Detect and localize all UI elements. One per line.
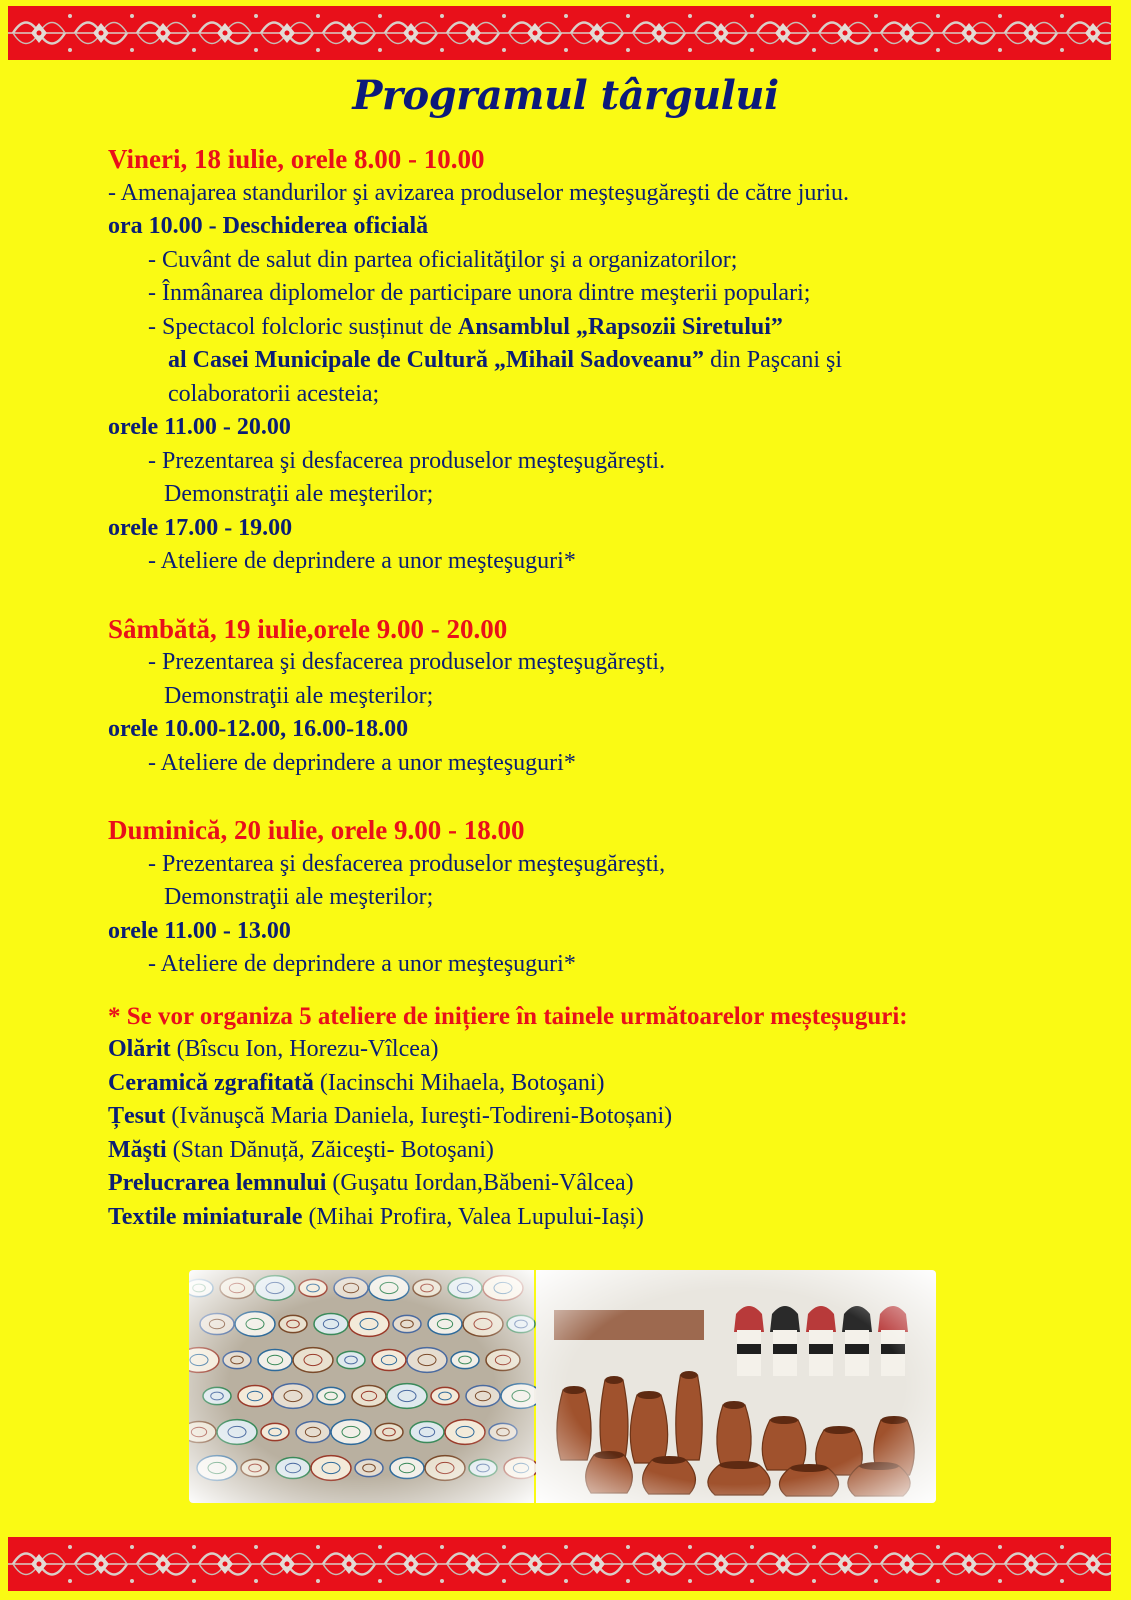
workshop-item <box>108 1167 1118 1201</box>
workshop-artisan: (Bîscu Ion, Horezu-Vîlcea) <box>170 1036 439 1062</box>
day1-slot2-item: - Prezentarea şi desfacerea produselor meşteşugăreşti. <box>148 447 666 474</box>
day2-slot-time: orele 10.00-12.00, 16.00-18.00 <box>108 716 409 742</box>
day3-slot-item: - Ateliere de deprindere a unor meşteşuguri* <box>148 951 576 977</box>
day1-item-show-line2 <box>108 344 1118 378</box>
crafts-photo-illustration <box>189 1270 936 1503</box>
day2-slot-item: - Ateliere de deprindere a unor meşteşuguri* <box>148 749 576 776</box>
day2-heading: Sâmbătă, 19 iulie,orele 9.00 - 20.00 <box>108 613 508 644</box>
day2-item: - Prezentarea şi desfacerea produselor meşteşugăreşti, <box>148 649 666 675</box>
ensemble-name: Ansamblul „Rapsozii Siretului” <box>457 313 783 340</box>
workshop-artisan: (Stan Dănuță, Zăiceşti- Botoşani) <box>166 1136 494 1163</box>
day1-item-diplomas: - Înmânarea diplomelor de participare unora dintre meşterii populari; <box>148 280 811 306</box>
workshop-item <box>108 1100 1118 1134</box>
workshop-artisan: (Iacinschi Mihaela, Botoşani) <box>313 1069 605 1096</box>
workshop-item <box>108 1201 1118 1235</box>
cultural-house-name: al Casei Municipale de Cultură „Mihail Sadoveanu” <box>168 347 705 373</box>
pottery-plates-photo <box>189 1270 541 1503</box>
program-content <box>108 143 1118 1234</box>
pottery-dolls-photo <box>536 1270 936 1503</box>
day1-slot3-time: orele 17.00 - 19.00 <box>108 514 293 541</box>
day3-item-cont: Demonstraţii ale meşterilor; <box>164 884 434 910</box>
workshop-craft: Măşti <box>108 1136 167 1163</box>
folk-ornament-bottom <box>8 1537 1111 1591</box>
workshop-item <box>108 1134 1118 1168</box>
workshops-note: * Se vor organiza 5 ateliere de inițiere în tainele următoarelor meșteșuguri: <box>108 1002 908 1030</box>
workshop-craft: Olărit <box>108 1036 171 1062</box>
workshop-artisan: (Guşatu Iordan,Băbeni-Vâlcea) <box>326 1170 634 1196</box>
day1-slot2-item-cont: Demonstraţii ale meşterilor; <box>164 481 434 507</box>
workshop-artisan: (Mihai Profira, Valea Lupului-Iași) <box>302 1203 644 1230</box>
workshop-artisan: (Ivănuşcă Maria Daniela, Iureşti-Todireni-Botoșani) <box>165 1103 673 1129</box>
day1-slot3-item: - Ateliere de deprindere a unor meşteşuguri* <box>148 548 576 574</box>
workshop-craft: Prelucrarea lemnului <box>108 1170 327 1196</box>
day1-slot2-time: orele 11.00 - 20.00 <box>108 414 291 440</box>
day3-item: - Prezentarea şi desfacerea produselor meşteşugăreşti, <box>148 850 666 877</box>
day3-heading: Duminică, 20 iulie, orele 9.00 - 18.00 <box>108 815 525 845</box>
day2-item-cont: Demonstraţii ale meşterilor; <box>164 682 434 709</box>
day1-item-show <box>108 311 1118 345</box>
day1-item-greeting: - Cuvânt de salut din partea oficialităţilor şi a organizatorilor; <box>148 246 738 273</box>
day1-item-show-line3: colaboratorii acesteia; <box>168 380 380 407</box>
workshop-craft: Textile miniaturale <box>108 1203 303 1230</box>
workshop-item <box>108 1033 1118 1067</box>
workshop-item <box>108 1067 1118 1101</box>
day1-intro: - Amenajarea standurilor şi avizarea produselor meşteşugăreşti de către juriu. <box>108 179 850 206</box>
workshop-craft: Ceramică zgrafitată <box>108 1069 314 1096</box>
show-location: din Paşcani şi <box>704 347 843 373</box>
crafts-photo-collage <box>189 1270 936 1503</box>
page-title: Programul târgului <box>352 72 779 119</box>
day1-opening-time: ora 10.00 - Deschiderea oficială <box>108 213 429 239</box>
day1-heading: Vineri, 18 iulie, orele 8.00 - 10.00 <box>108 144 485 174</box>
workshop-craft: Țesut <box>108 1103 166 1129</box>
workshops-list <box>108 1033 1118 1234</box>
show-text: - Spectacol folcloric susținut de <box>148 313 458 340</box>
folk-ornament-top <box>8 6 1111 60</box>
top-ornament-band <box>8 6 1111 60</box>
bottom-ornament-band <box>8 1537 1111 1591</box>
day3-slot-time: orele 11.00 - 13.00 <box>108 917 291 944</box>
